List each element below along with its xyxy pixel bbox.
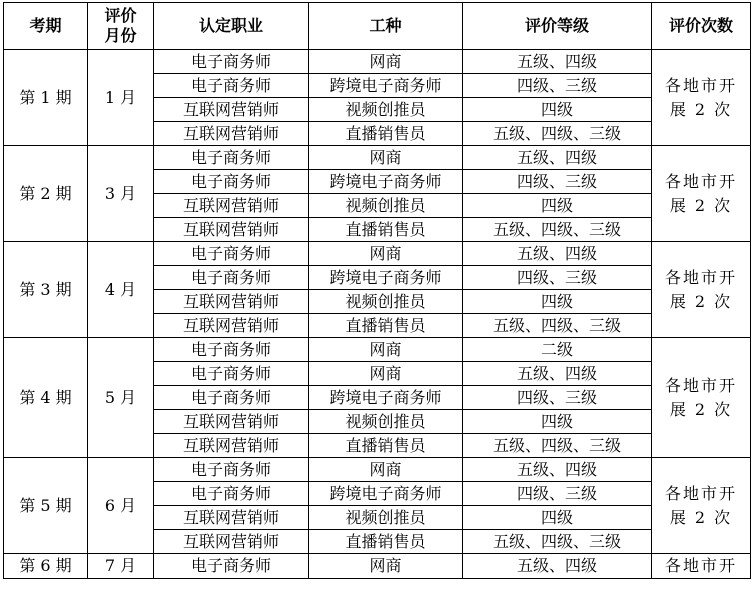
table-row — [4, 458, 751, 482]
evaluation-count-cell: 各地市开展 2 次 — [652, 338, 751, 458]
level-cell: 四级、三级 — [463, 482, 652, 506]
level-cell: 五级、四级、三级 — [463, 122, 652, 146]
trade-cell: 网商 — [309, 242, 463, 266]
level-cell: 五级、四级 — [463, 146, 652, 170]
trade-cell: 视频创推员 — [309, 98, 463, 122]
occupation-cell: 互联网营销师 — [154, 194, 309, 218]
trade-cell: 网商 — [309, 338, 463, 362]
level-cell: 二级 — [463, 338, 652, 362]
trade-cell: 跨境电子商务师 — [309, 170, 463, 194]
level-cell: 四级 — [463, 98, 652, 122]
trade-cell: 视频创推员 — [309, 410, 463, 434]
level-cell: 五级、四级 — [463, 554, 652, 579]
occupation-cell: 电子商务师 — [154, 170, 309, 194]
header-month-line2: 月份 — [104, 26, 137, 45]
period-cell: 第 2 期 — [4, 146, 88, 242]
level-cell: 四级 — [463, 410, 652, 434]
occupation-cell: 互联网营销师 — [154, 122, 309, 146]
occupation-cell: 电子商务师 — [154, 338, 309, 362]
level-cell: 五级、四级、三级 — [463, 314, 652, 338]
occupation-cell: 电子商务师 — [154, 554, 309, 579]
header-period: 考期 — [4, 3, 88, 50]
occupation-cell: 互联网营销师 — [154, 290, 309, 314]
month-cell: 4 月 — [88, 242, 154, 338]
month-cell: 5 月 — [88, 338, 154, 458]
occupation-cell: 互联网营销师 — [154, 410, 309, 434]
occupation-cell: 电子商务师 — [154, 242, 309, 266]
table-row — [4, 50, 751, 74]
level-cell: 四级、三级 — [463, 74, 652, 98]
evaluation-count-cell: 各地市开展 2 次 — [652, 242, 751, 338]
header-month-line1: 评价 — [104, 6, 137, 25]
occupation-cell: 电子商务师 — [154, 50, 309, 74]
trade-cell: 网商 — [309, 362, 463, 386]
trade-cell: 网商 — [309, 50, 463, 74]
table-row — [4, 338, 751, 362]
level-cell: 五级、四级 — [463, 50, 652, 74]
evaluation-count-cell: 各地市开展 2 次 — [652, 458, 751, 554]
occupation-cell: 电子商务师 — [154, 146, 309, 170]
occupation-cell: 互联网营销师 — [154, 434, 309, 458]
header-level: 评价等级 — [463, 3, 652, 50]
header-occupation: 认定职业 — [154, 3, 309, 50]
occupation-cell: 互联网营销师 — [154, 314, 309, 338]
period-cell: 第 6 期 — [4, 554, 88, 579]
table-row — [4, 242, 751, 266]
evaluation-count-cell: 各地市开展 2 次 — [652, 146, 751, 242]
occupation-cell: 电子商务师 — [154, 362, 309, 386]
level-cell: 四级、三级 — [463, 386, 652, 410]
month-cell: 3 月 — [88, 146, 154, 242]
table-row — [4, 554, 751, 579]
header-row — [4, 3, 751, 50]
header-trade: 工种 — [309, 3, 463, 50]
occupation-cell: 电子商务师 — [154, 482, 309, 506]
level-cell: 五级、四级 — [463, 458, 652, 482]
evaluation-count-cell: 各地市开展 2 次 — [652, 50, 751, 146]
occupation-cell: 电子商务师 — [154, 386, 309, 410]
level-cell: 五级、四级、三级 — [463, 530, 652, 554]
occupation-cell: 电子商务师 — [154, 458, 309, 482]
trade-cell: 直播销售员 — [309, 218, 463, 242]
trade-cell: 直播销售员 — [309, 530, 463, 554]
level-cell: 五级、四级、三级 — [463, 218, 652, 242]
trade-cell: 视频创推员 — [309, 506, 463, 530]
occupation-cell: 互联网营销师 — [154, 98, 309, 122]
table-row — [4, 146, 751, 170]
trade-cell: 跨境电子商务师 — [309, 266, 463, 290]
month-cell: 7 月 — [88, 554, 154, 579]
level-cell: 四级 — [463, 506, 652, 530]
trade-cell: 网商 — [309, 458, 463, 482]
evaluation-schedule-table — [3, 2, 751, 579]
header-count: 评价次数 — [652, 3, 751, 50]
trade-cell: 直播销售员 — [309, 314, 463, 338]
level-cell: 四级 — [463, 290, 652, 314]
header-month — [88, 3, 154, 50]
trade-cell: 跨境电子商务师 — [309, 386, 463, 410]
level-cell: 五级、四级 — [463, 362, 652, 386]
occupation-cell: 互联网营销师 — [154, 218, 309, 242]
level-cell: 四级、三级 — [463, 266, 652, 290]
level-cell: 四级 — [463, 194, 652, 218]
occupation-cell: 互联网营销师 — [154, 506, 309, 530]
trade-cell: 视频创推员 — [309, 194, 463, 218]
month-cell: 1 月 — [88, 50, 154, 146]
level-cell: 四级、三级 — [463, 170, 652, 194]
evaluation-count-cell: 各地市开 — [652, 554, 751, 579]
month-cell: 6 月 — [88, 458, 154, 554]
trade-cell: 直播销售员 — [309, 434, 463, 458]
period-cell: 第 4 期 — [4, 338, 88, 458]
trade-cell: 跨境电子商务师 — [309, 74, 463, 98]
table-body — [4, 50, 751, 579]
trade-cell: 视频创推员 — [309, 290, 463, 314]
trade-cell: 网商 — [309, 554, 463, 579]
occupation-cell: 互联网营销师 — [154, 530, 309, 554]
period-cell: 第 5 期 — [4, 458, 88, 554]
occupation-cell: 电子商务师 — [154, 266, 309, 290]
period-cell: 第 1 期 — [4, 50, 88, 146]
trade-cell: 直播销售员 — [309, 122, 463, 146]
level-cell: 五级、四级、三级 — [463, 434, 652, 458]
level-cell: 五级、四级 — [463, 242, 652, 266]
occupation-cell: 电子商务师 — [154, 74, 309, 98]
period-cell: 第 3 期 — [4, 242, 88, 338]
trade-cell: 网商 — [309, 146, 463, 170]
trade-cell: 跨境电子商务师 — [309, 482, 463, 506]
